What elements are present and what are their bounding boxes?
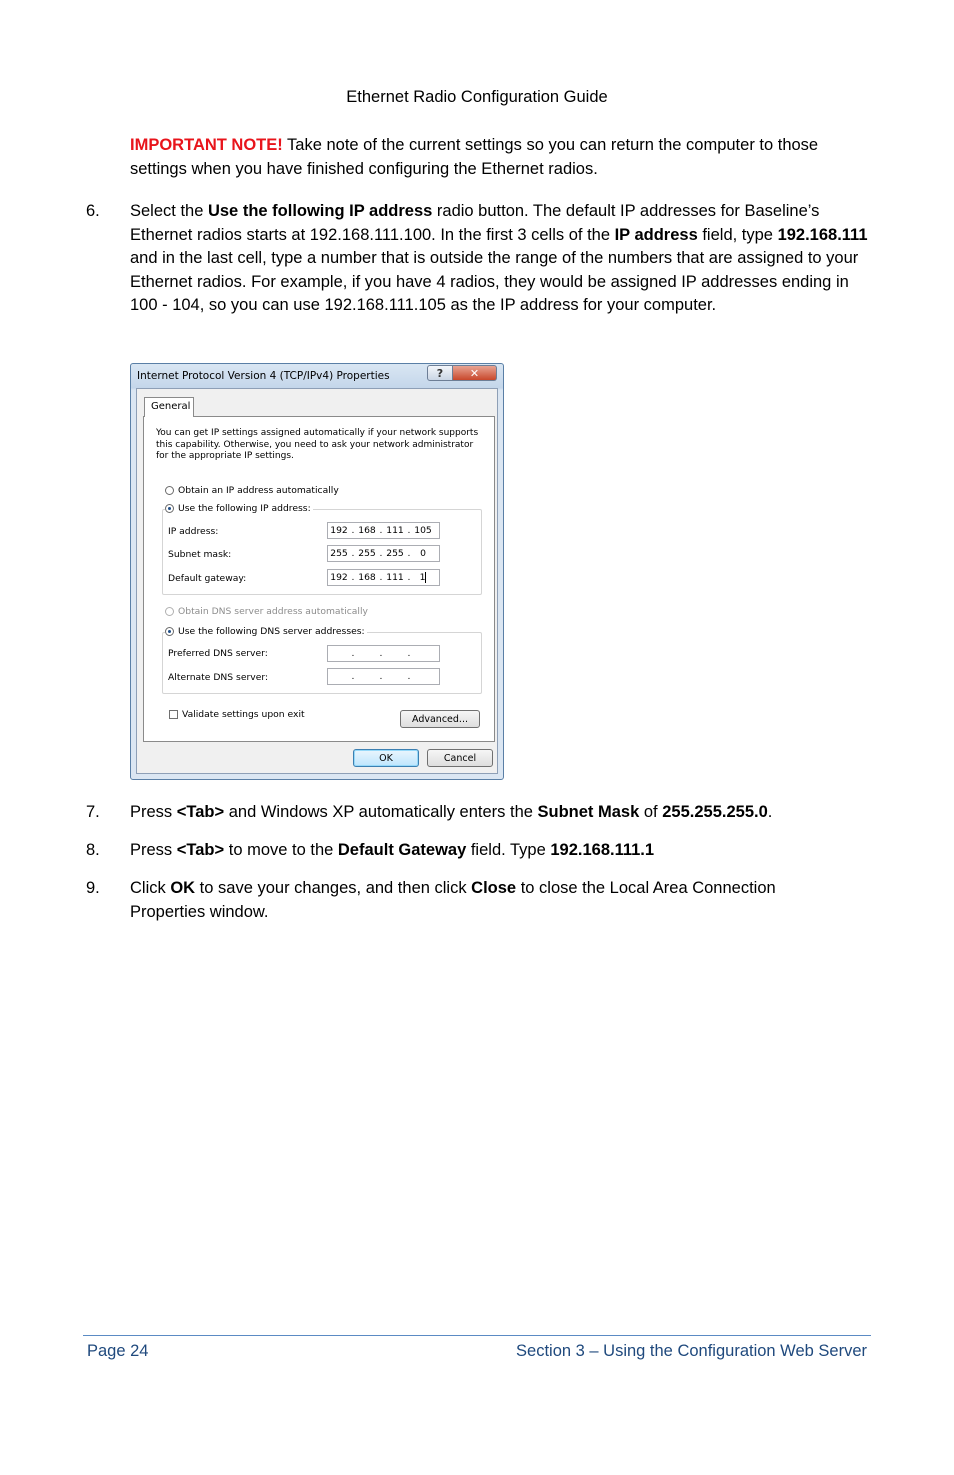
text-span: and in the last cell, type a number that is outside the range of the numbers that are assigned to your Ethernet radios. For example, if you have 4 radios, they would be assigned IP addresses ending in 100 - 104, so you can use 192.168.111.105 as the IP address for your computer. bbox=[130, 249, 859, 314]
dialog-title: Internet Protocol Version 4 (TCP/IPv4) Properties bbox=[137, 370, 390, 382]
radio-label: Use the following DNS server addresses: bbox=[178, 626, 365, 637]
obtain-dns-auto-radio bbox=[165, 606, 368, 617]
alternate-dns-label: Alternate DNS server: bbox=[168, 672, 269, 683]
bold-span: OK bbox=[170, 879, 196, 897]
octet: 1 bbox=[419, 572, 426, 583]
text-span: of bbox=[639, 803, 663, 821]
dot: . bbox=[351, 572, 355, 583]
dot: . bbox=[351, 671, 355, 682]
checkbox-icon bbox=[169, 710, 178, 719]
advanced-button[interactable]: Advanced... bbox=[400, 710, 480, 728]
bold-span: 255.255.255.0 bbox=[662, 803, 768, 821]
step-number-7: 7. bbox=[86, 803, 100, 821]
dot: . bbox=[379, 548, 383, 559]
close-button[interactable]: ✕ bbox=[453, 365, 497, 381]
page-header-title: Ethernet Radio Configuration Guide bbox=[346, 88, 608, 106]
step-6-text bbox=[130, 200, 870, 318]
octet: 111 bbox=[386, 525, 404, 536]
bold-span: Close bbox=[471, 879, 517, 897]
dot: . bbox=[407, 671, 411, 682]
step-9-text bbox=[130, 877, 830, 924]
bold-span: Subnet Mask bbox=[537, 803, 640, 821]
text-span: Press bbox=[130, 841, 177, 859]
ip-address-label: IP address: bbox=[168, 526, 219, 537]
step-number-9: 9. bbox=[86, 879, 100, 897]
ok-button[interactable]: OK bbox=[353, 749, 419, 767]
radio-selected-icon bbox=[165, 627, 174, 636]
preferred-dns-input[interactable] bbox=[327, 645, 440, 662]
checkbox-label: Validate settings upon exit bbox=[182, 709, 305, 720]
step-number-6: 6. bbox=[86, 202, 100, 220]
text-span: and Windows XP automatically enters the bbox=[224, 803, 538, 821]
text-cursor bbox=[425, 572, 426, 583]
octet: 255 bbox=[330, 548, 348, 559]
radio-selected-icon bbox=[165, 504, 174, 513]
dot: . bbox=[351, 648, 355, 659]
dot: . bbox=[379, 671, 383, 682]
radio-icon bbox=[165, 486, 174, 495]
octet: 192 bbox=[330, 572, 348, 583]
dot: . bbox=[407, 648, 411, 659]
dot: . bbox=[407, 548, 411, 559]
text-span: Click bbox=[130, 879, 171, 897]
text-span: field. Type bbox=[466, 841, 551, 859]
use-following-dns-radio[interactable] bbox=[165, 626, 367, 637]
bold-span: Use the following IP address bbox=[207, 202, 433, 220]
octet: 0 bbox=[420, 548, 426, 559]
dot: . bbox=[379, 648, 383, 659]
text-span: to move to the bbox=[224, 841, 338, 859]
important-note-text: Take note of the current settings so you can return the computer to those settings when you have finished configuring the Ethernet radios. bbox=[130, 136, 819, 178]
bold-span: Default Gateway bbox=[337, 841, 467, 859]
octet-with-cursor bbox=[412, 572, 434, 583]
octet: 111 bbox=[386, 572, 404, 583]
subnet-mask-label: Subnet mask: bbox=[168, 549, 232, 560]
dot: . bbox=[407, 525, 411, 536]
tab-general[interactable]: General bbox=[144, 397, 194, 417]
text-span: field, type bbox=[697, 225, 778, 244]
tcpip-properties-dialog bbox=[130, 363, 504, 780]
footer-divider bbox=[83, 1335, 871, 1336]
radio-label: Obtain an IP address automatically bbox=[178, 485, 339, 496]
octet: 255 bbox=[386, 548, 404, 559]
use-following-ip-radio[interactable] bbox=[165, 503, 313, 514]
obtain-ip-auto-radio[interactable] bbox=[165, 485, 339, 496]
bold-span: 192.168.111.1 bbox=[550, 841, 655, 859]
bold-span: <Tab> bbox=[176, 803, 225, 821]
footer-section-title: Section 3 – Using the Configuration Web Server bbox=[516, 1342, 867, 1360]
dot: . bbox=[351, 548, 355, 559]
cancel-button[interactable]: Cancel bbox=[427, 749, 493, 767]
step-8-text bbox=[130, 839, 870, 863]
dot: . bbox=[379, 525, 383, 536]
important-note-label: IMPORTANT NOTE! bbox=[130, 136, 283, 154]
important-note bbox=[130, 134, 860, 181]
text-span: . bbox=[767, 803, 773, 821]
dot: . bbox=[379, 572, 383, 583]
octet: 105 bbox=[414, 525, 432, 536]
radio-label: Use the following IP address: bbox=[178, 503, 311, 514]
subnet-mask-input[interactable] bbox=[327, 545, 440, 562]
validate-settings-checkbox[interactable] bbox=[169, 709, 305, 720]
description-text: You can get IP settings assigned automatically if your network supports this capability. Otherwise, you need to ask your network administrator for the appropriate IP settings. bbox=[156, 428, 479, 461]
bold-span: <Tab> bbox=[176, 841, 225, 859]
footer-page-number: Page 24 bbox=[87, 1342, 149, 1360]
bold-span: 192.168.111 bbox=[777, 225, 868, 244]
octet: 255 bbox=[358, 548, 376, 559]
title-bar-buttons bbox=[427, 365, 497, 381]
text-span: radio button. The default IP addresses for Baseline’s Ethernet radios starts at 192.168.111.100. In the first 3 cells of the bbox=[130, 202, 820, 244]
alternate-dns-input[interactable] bbox=[327, 668, 440, 685]
text-span: Select the bbox=[130, 202, 208, 220]
octet: 168 bbox=[358, 572, 376, 583]
octet: 168 bbox=[358, 525, 376, 536]
text-span: to close the Local Area Connection Properties window. bbox=[130, 879, 776, 921]
text-span: to save your changes, and then click bbox=[195, 879, 472, 897]
default-gateway-input[interactable] bbox=[327, 569, 440, 586]
text-span: Press bbox=[130, 803, 177, 821]
octet: 192 bbox=[330, 525, 348, 536]
radio-disabled-icon bbox=[165, 607, 174, 616]
dot: . bbox=[351, 525, 355, 536]
step-number-8: 8. bbox=[86, 841, 100, 859]
dot: . bbox=[407, 572, 411, 583]
ip-address-input[interactable] bbox=[327, 522, 440, 539]
general-tab-panel bbox=[143, 416, 495, 742]
preferred-dns-label: Preferred DNS server: bbox=[168, 648, 268, 659]
bold-span: IP address bbox=[614, 225, 698, 244]
help-button[interactable]: ? bbox=[427, 365, 453, 381]
step-7-text bbox=[130, 801, 870, 825]
default-gateway-label: Default gateway: bbox=[168, 573, 247, 584]
radio-label: Obtain DNS server address automatically bbox=[178, 606, 368, 617]
dialog-body bbox=[136, 388, 498, 774]
